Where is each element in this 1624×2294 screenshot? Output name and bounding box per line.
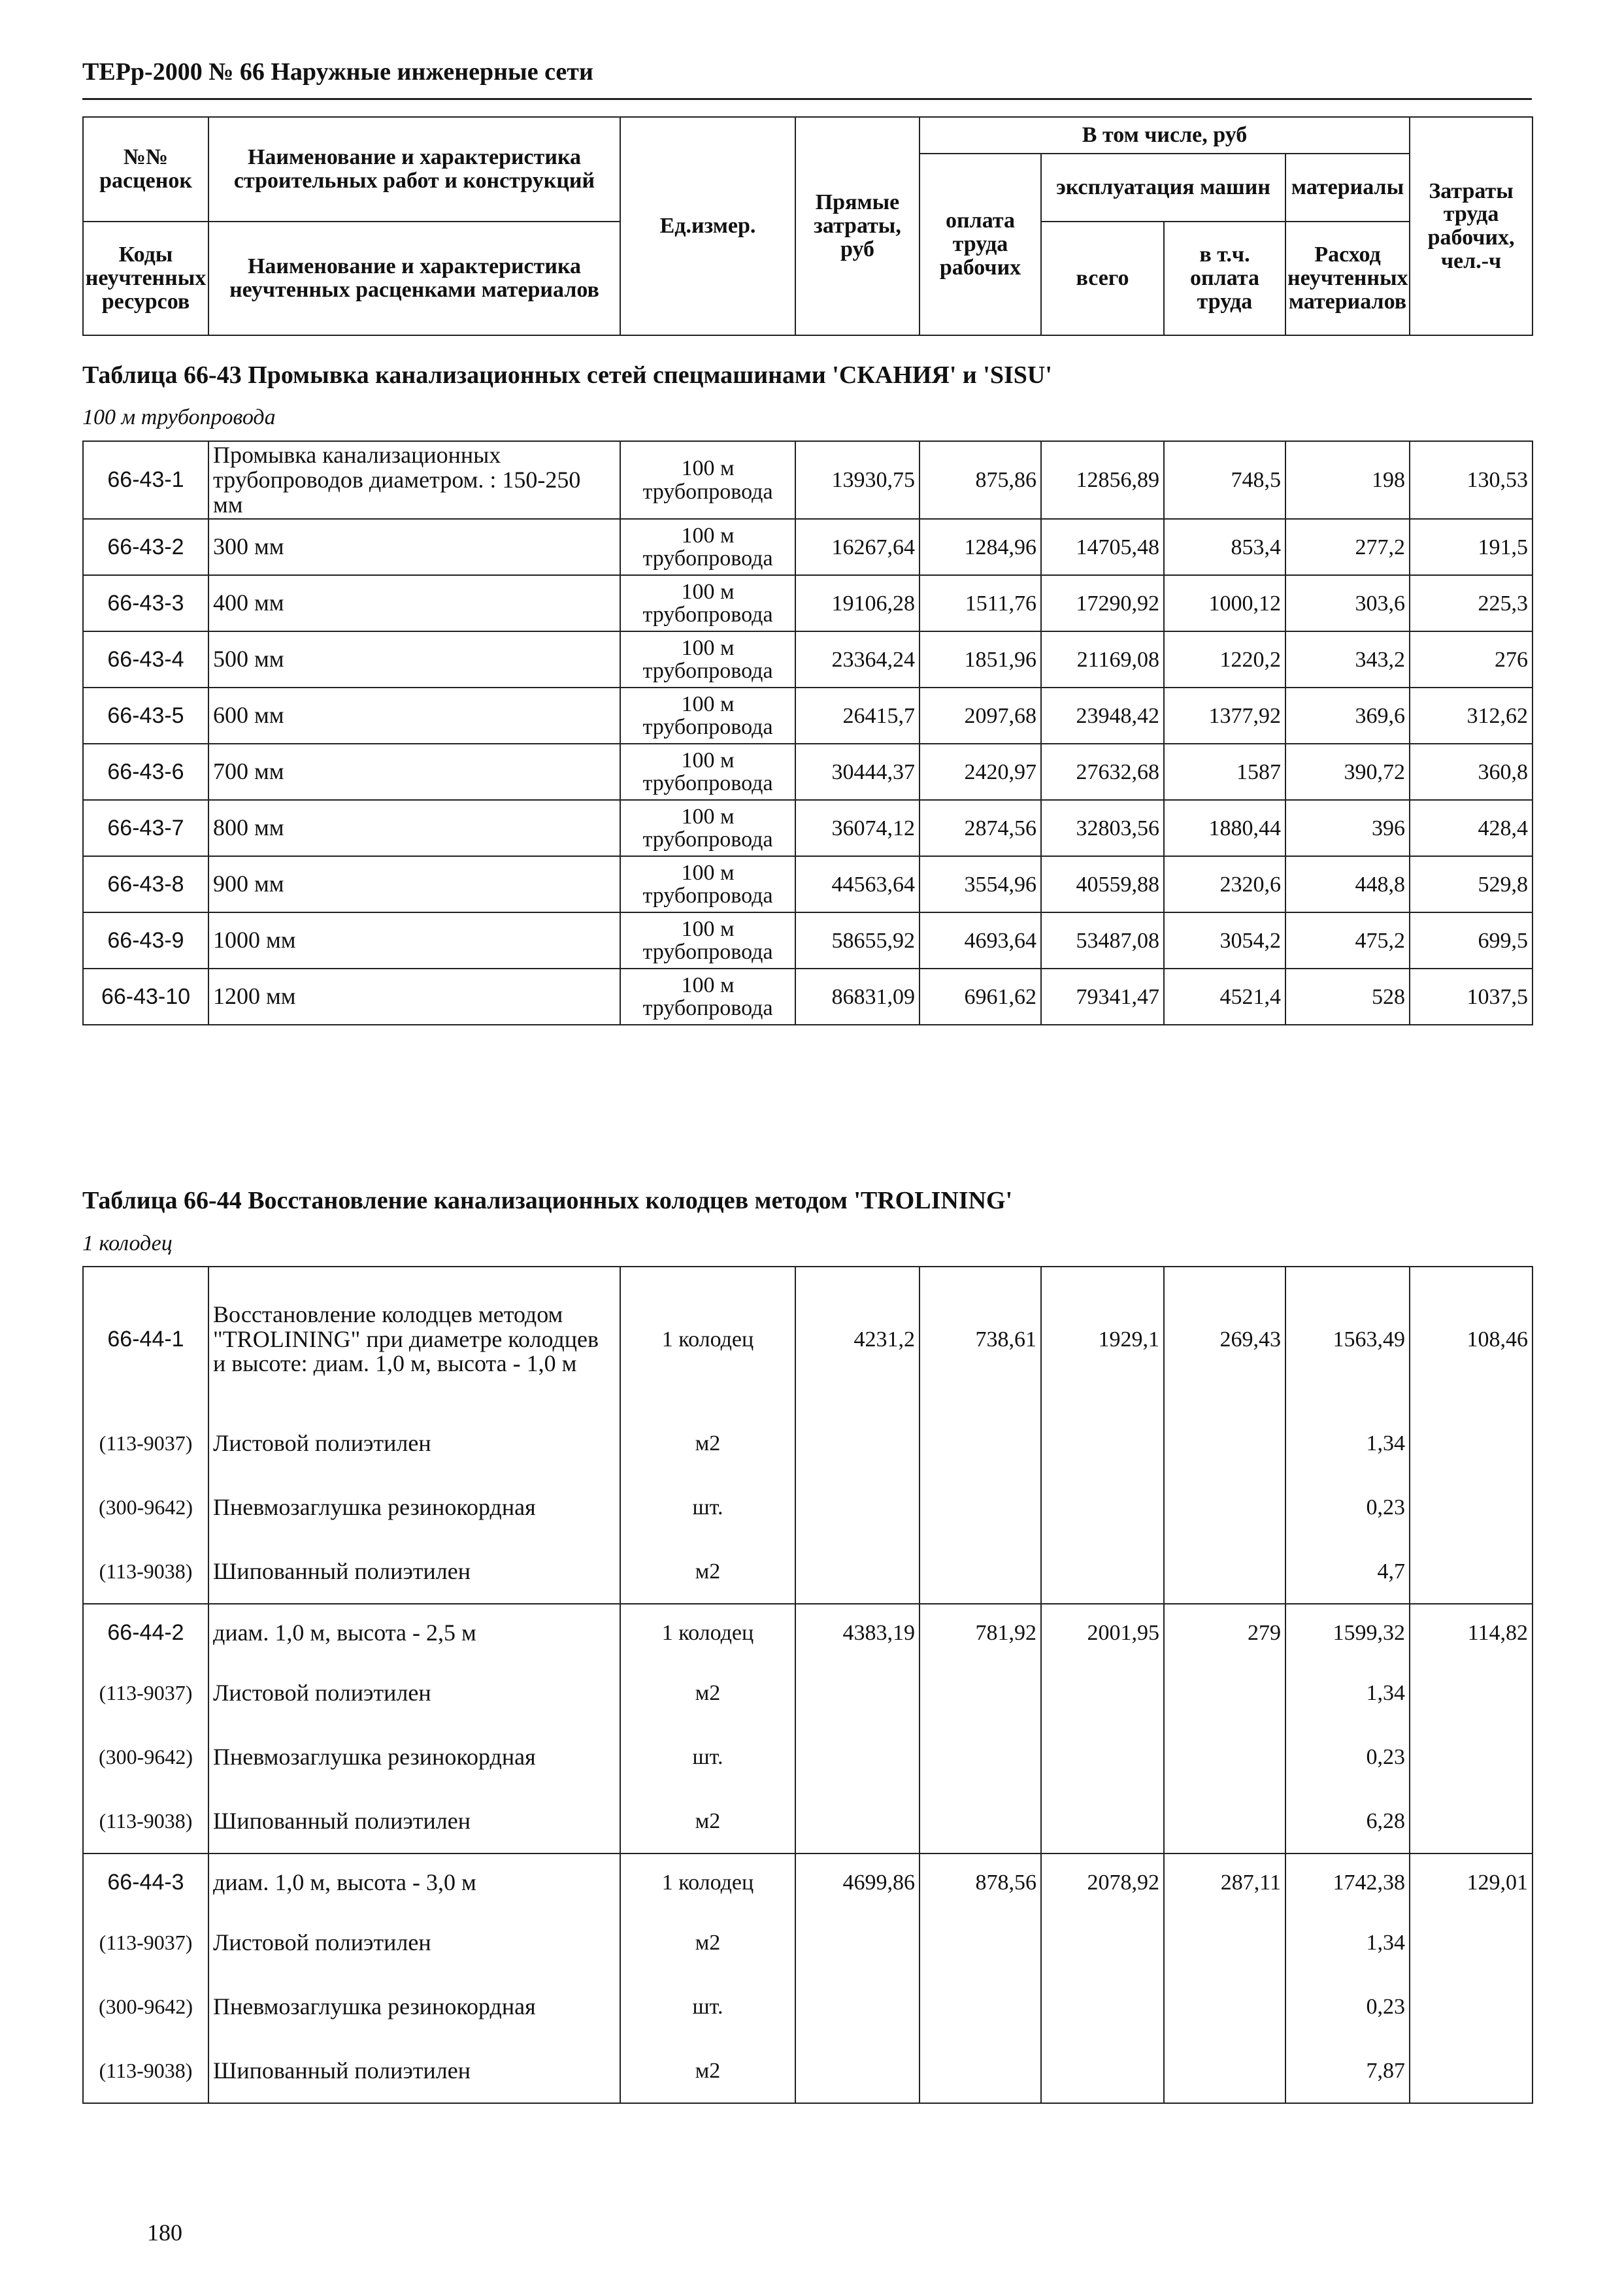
table-row bbox=[83, 631, 1533, 688]
machines-labor: 853,4 bbox=[1164, 519, 1285, 575]
machines-total: 21169,08 bbox=[1041, 631, 1164, 688]
col-incl: В том числе, руб bbox=[920, 117, 1410, 154]
empty-cell bbox=[1041, 1789, 1164, 1853]
empty-cell bbox=[1041, 1540, 1164, 1604]
empty-cell bbox=[1164, 1412, 1285, 1476]
rate-code: 66-43-8 bbox=[83, 856, 208, 912]
machines-total: 17290,92 bbox=[1041, 575, 1164, 631]
empty-cell bbox=[920, 1789, 1041, 1853]
labor-hours: 276 bbox=[1410, 631, 1533, 688]
empty-cell bbox=[1410, 1412, 1533, 1476]
empty-cell bbox=[1041, 1911, 1164, 1975]
unit-cell: 100 м трубопровода bbox=[620, 744, 795, 800]
resource-quantity: 0,23 bbox=[1285, 1476, 1410, 1540]
table-row bbox=[83, 1604, 1533, 1661]
resource-unit: шт. bbox=[620, 1476, 795, 1540]
table-row bbox=[83, 688, 1533, 744]
materials: 277,2 bbox=[1285, 519, 1410, 575]
col-labor-hours: Затраты труда рабочих, чел.-ч bbox=[1410, 117, 1533, 335]
resource-unit: м2 bbox=[620, 1661, 795, 1725]
empty-cell bbox=[1410, 1476, 1533, 1540]
labor-hours: 529,8 bbox=[1410, 856, 1533, 912]
machines-total: 27632,68 bbox=[1041, 744, 1164, 800]
empty-cell bbox=[1410, 1725, 1533, 1789]
unit-cell: 100 м трубопровода bbox=[620, 800, 795, 856]
unit-cell: 1 колодец bbox=[620, 1853, 795, 1911]
materials: 448,8 bbox=[1285, 856, 1410, 912]
empty-cell bbox=[1410, 1911, 1533, 1975]
empty-cell bbox=[920, 1412, 1041, 1476]
resource-name: Пневмозаглушка резинокордная bbox=[208, 1476, 620, 1540]
labor-pay: 1511,76 bbox=[920, 575, 1041, 631]
rate-code: 66-43-7 bbox=[83, 800, 208, 856]
resource-name: Листовой полиэтилен bbox=[208, 1911, 620, 1975]
direct-cost: 23364,24 bbox=[795, 631, 920, 688]
empty-cell bbox=[920, 1975, 1041, 2039]
rate-code: 66-44-1 bbox=[83, 1267, 208, 1412]
col-mach-labor: в т.ч. оплата труда bbox=[1164, 222, 1285, 335]
work-name: Промывка канализационных трубопроводов диаметром. : 150-250 мм bbox=[208, 441, 620, 519]
resource-unit: м2 bbox=[620, 1789, 795, 1853]
empty-cell bbox=[1410, 1540, 1533, 1604]
resource-unit: м2 bbox=[620, 1911, 795, 1975]
work-name: 400 мм bbox=[208, 575, 620, 631]
direct-cost: 16267,64 bbox=[795, 519, 920, 575]
resource-code: (300-9642) bbox=[83, 1725, 208, 1789]
empty-cell bbox=[795, 1412, 920, 1476]
resource-name: Пневмозаглушка резинокордная bbox=[208, 1975, 620, 2039]
resource-code: (300-9642) bbox=[83, 1975, 208, 2039]
resource-code: (113-9037) bbox=[83, 1412, 208, 1476]
empty-cell bbox=[1041, 1725, 1164, 1789]
machines-labor: 1000,12 bbox=[1164, 575, 1285, 631]
labor-pay: 1851,96 bbox=[920, 631, 1041, 688]
table44-unit-note: 1 колодец bbox=[82, 1231, 173, 1255]
materials: 303,6 bbox=[1285, 575, 1410, 631]
empty-cell bbox=[795, 1661, 920, 1725]
direct-cost: 19106,28 bbox=[795, 575, 920, 631]
empty-cell bbox=[920, 1476, 1041, 1540]
direct-cost: 44563,64 bbox=[795, 856, 920, 912]
resource-unit: шт. bbox=[620, 1725, 795, 1789]
table44-title: Таблица 66-44 Восстановление канализационных колодцев методом 'TROLINING' bbox=[82, 1187, 1013, 1214]
resource-name: Шипованный полиэтилен bbox=[208, 2039, 620, 2103]
empty-cell bbox=[795, 1911, 920, 1975]
col-code-bottom: Коды неучтенных ресурсов bbox=[83, 222, 208, 335]
col-direct: Прямые затраты, руб bbox=[795, 117, 920, 335]
empty-cell bbox=[1041, 1661, 1164, 1725]
materials: 198 bbox=[1285, 441, 1410, 519]
machines-total: 12856,89 bbox=[1041, 441, 1164, 519]
unit-cell: 100 м трубопровода bbox=[620, 631, 795, 688]
work-name: 700 мм bbox=[208, 744, 620, 800]
machines-labor: 279 bbox=[1164, 1604, 1285, 1661]
direct-cost: 4231,2 bbox=[795, 1267, 920, 1412]
unit-cell: 1 колодец bbox=[620, 1267, 795, 1412]
unit-cell: 100 м трубопровода bbox=[620, 688, 795, 744]
document-header-title: ТЕРр-2000 № 66 Наружные инженерные сети bbox=[82, 58, 593, 86]
rate-code: 66-43-9 bbox=[83, 912, 208, 969]
labor-pay: 6961,62 bbox=[920, 969, 1041, 1025]
materials: 528 bbox=[1285, 969, 1410, 1025]
direct-cost: 4383,19 bbox=[795, 1604, 920, 1661]
labor-pay: 4693,64 bbox=[920, 912, 1041, 969]
labor-pay: 878,56 bbox=[920, 1853, 1041, 1911]
empty-cell bbox=[1410, 1661, 1533, 1725]
unit-cell: 100 м трубопровода bbox=[620, 441, 795, 519]
empty-cell bbox=[1410, 1975, 1533, 2039]
work-name: 800 мм bbox=[208, 800, 620, 856]
resource-quantity: 1,34 bbox=[1285, 1661, 1410, 1725]
resource-row bbox=[83, 1725, 1533, 1789]
direct-cost: 58655,92 bbox=[795, 912, 920, 969]
table-row bbox=[83, 856, 1533, 912]
resource-name: Листовой полиэтилен bbox=[208, 1661, 620, 1725]
resource-quantity: 0,23 bbox=[1285, 1975, 1410, 2039]
resource-row bbox=[83, 1661, 1533, 1725]
col-mach-total: всего bbox=[1041, 222, 1164, 335]
machines-total: 40559,88 bbox=[1041, 856, 1164, 912]
machines-total: 14705,48 bbox=[1041, 519, 1164, 575]
resource-row bbox=[83, 2039, 1533, 2103]
materials: 1599,32 bbox=[1285, 1604, 1410, 1661]
empty-cell bbox=[795, 1540, 920, 1604]
col-materials-top: материалы bbox=[1285, 154, 1410, 222]
labor-hours: 360,8 bbox=[1410, 744, 1533, 800]
empty-cell bbox=[795, 2039, 920, 2103]
empty-cell bbox=[1041, 1476, 1164, 1540]
labor-hours: 1037,5 bbox=[1410, 969, 1533, 1025]
resource-quantity: 1,34 bbox=[1285, 1911, 1410, 1975]
empty-cell bbox=[920, 1661, 1041, 1725]
table-row bbox=[83, 519, 1533, 575]
table-row bbox=[83, 912, 1533, 969]
labor-pay: 781,92 bbox=[920, 1604, 1041, 1661]
table-row bbox=[83, 441, 1533, 519]
column-header-table bbox=[82, 116, 1533, 336]
empty-cell bbox=[795, 1975, 920, 2039]
empty-cell bbox=[1041, 1412, 1164, 1476]
rate-code: 66-43-4 bbox=[83, 631, 208, 688]
work-name: 1000 мм bbox=[208, 912, 620, 969]
work-name: 500 мм bbox=[208, 631, 620, 688]
labor-hours: 114,82 bbox=[1410, 1604, 1533, 1661]
col-code-top: №№ расценок bbox=[83, 117, 208, 222]
labor-hours: 191,5 bbox=[1410, 519, 1533, 575]
col-name-top: Наименование и характеристика строительных работ и конструкций bbox=[208, 117, 620, 222]
empty-cell bbox=[1164, 2039, 1285, 2103]
labor-hours: 129,01 bbox=[1410, 1853, 1533, 1911]
unit-cell: 100 м трубопровода bbox=[620, 969, 795, 1025]
resource-row bbox=[83, 1412, 1533, 1476]
resource-unit: м2 bbox=[620, 2039, 795, 2103]
machines-labor: 1377,92 bbox=[1164, 688, 1285, 744]
empty-cell bbox=[1164, 1661, 1285, 1725]
materials: 475,2 bbox=[1285, 912, 1410, 969]
machines-labor: 4521,4 bbox=[1164, 969, 1285, 1025]
empty-cell bbox=[1164, 1975, 1285, 2039]
direct-cost: 86831,09 bbox=[795, 969, 920, 1025]
unit-cell: 100 м трубопровода bbox=[620, 575, 795, 631]
direct-cost: 36074,12 bbox=[795, 800, 920, 856]
machines-total: 2078,92 bbox=[1041, 1853, 1164, 1911]
empty-cell bbox=[1410, 2039, 1533, 2103]
machines-total: 1929,1 bbox=[1041, 1267, 1164, 1412]
rate-code: 66-44-3 bbox=[83, 1853, 208, 1911]
col-name-bottom: Наименование и характеристика неучтенных расценками материалов bbox=[208, 222, 620, 335]
machines-labor: 1587 bbox=[1164, 744, 1285, 800]
resource-row bbox=[83, 1975, 1533, 2039]
direct-cost: 26415,7 bbox=[795, 688, 920, 744]
empty-cell bbox=[1041, 2039, 1164, 2103]
unit-cell: 100 м трубопровода bbox=[620, 856, 795, 912]
labor-pay: 1284,96 bbox=[920, 519, 1041, 575]
resource-unit: м2 bbox=[620, 1412, 795, 1476]
col-unit: Ед.измер. bbox=[620, 117, 795, 335]
col-machines: эксплуатация машин bbox=[1041, 154, 1285, 222]
work-name: 900 мм bbox=[208, 856, 620, 912]
table43-title: Таблица 66-43 Промывка канализационных сетей спецмашинами 'СКАНИЯ' и 'SISU' bbox=[82, 361, 1052, 389]
unit-cell: 1 колодец bbox=[620, 1604, 795, 1661]
machines-labor: 3054,2 bbox=[1164, 912, 1285, 969]
table44 bbox=[82, 1266, 1533, 2104]
empty-cell bbox=[1164, 1789, 1285, 1853]
resource-quantity: 1,34 bbox=[1285, 1412, 1410, 1476]
resource-code: (300-9642) bbox=[83, 1476, 208, 1540]
unit-cell: 100 м трубопровода bbox=[620, 912, 795, 969]
machines-total: 23948,42 bbox=[1041, 688, 1164, 744]
resource-code: (113-9038) bbox=[83, 1789, 208, 1853]
empty-cell bbox=[1164, 1476, 1285, 1540]
resource-quantity: 4,7 bbox=[1285, 1540, 1410, 1604]
materials: 1563,49 bbox=[1285, 1267, 1410, 1412]
work-name: диам. 1,0 м, высота - 3,0 м bbox=[208, 1853, 620, 1911]
empty-cell bbox=[920, 1911, 1041, 1975]
empty-cell bbox=[1164, 1540, 1285, 1604]
empty-cell bbox=[1164, 1725, 1285, 1789]
direct-cost: 13930,75 bbox=[795, 441, 920, 519]
resource-unit: м2 bbox=[620, 1540, 795, 1604]
col-materials-bottom: Расход неучтенных материалов bbox=[1285, 222, 1410, 335]
resource-row bbox=[83, 1789, 1533, 1853]
rate-code: 66-43-10 bbox=[83, 969, 208, 1025]
empty-cell bbox=[795, 1725, 920, 1789]
direct-cost: 4699,86 bbox=[795, 1853, 920, 1911]
table-row bbox=[83, 1853, 1533, 1911]
resource-row bbox=[83, 1540, 1533, 1604]
machines-total: 53487,08 bbox=[1041, 912, 1164, 969]
col-labor-pay: оплата труда рабочих bbox=[920, 154, 1041, 335]
materials: 1742,38 bbox=[1285, 1853, 1410, 1911]
empty-cell bbox=[795, 1789, 920, 1853]
labor-pay: 875,86 bbox=[920, 441, 1041, 519]
labor-pay: 2874,56 bbox=[920, 800, 1041, 856]
empty-cell bbox=[1041, 1975, 1164, 2039]
table-row bbox=[83, 800, 1533, 856]
table-row bbox=[83, 744, 1533, 800]
rate-code: 66-44-2 bbox=[83, 1604, 208, 1661]
machines-labor: 1880,44 bbox=[1164, 800, 1285, 856]
work-name: 300 мм bbox=[208, 519, 620, 575]
materials: 343,2 bbox=[1285, 631, 1410, 688]
resource-unit: шт. bbox=[620, 1975, 795, 2039]
labor-hours: 699,5 bbox=[1410, 912, 1533, 969]
labor-pay: 3554,96 bbox=[920, 856, 1041, 912]
table-row bbox=[83, 575, 1533, 631]
header-rule bbox=[82, 98, 1532, 100]
resource-name: Шипованный полиэтилен bbox=[208, 1540, 620, 1604]
labor-pay: 2420,97 bbox=[920, 744, 1041, 800]
rate-code: 66-43-1 bbox=[83, 441, 208, 519]
empty-cell bbox=[795, 1476, 920, 1540]
labor-hours: 108,46 bbox=[1410, 1267, 1533, 1412]
empty-cell bbox=[920, 1725, 1041, 1789]
machines-labor: 748,5 bbox=[1164, 441, 1285, 519]
resource-row bbox=[83, 1476, 1533, 1540]
materials: 396 bbox=[1285, 800, 1410, 856]
materials: 369,6 bbox=[1285, 688, 1410, 744]
machines-total: 2001,95 bbox=[1041, 1604, 1164, 1661]
table-row bbox=[83, 969, 1533, 1025]
direct-cost: 30444,37 bbox=[795, 744, 920, 800]
table43-unit-note: 100 м трубопровода bbox=[82, 405, 276, 429]
resource-code: (113-9037) bbox=[83, 1661, 208, 1725]
work-name: 1200 мм bbox=[208, 969, 620, 1025]
rate-code: 66-43-6 bbox=[83, 744, 208, 800]
resource-name: Пневмозаглушка резинокордная bbox=[208, 1725, 620, 1789]
resource-code: (113-9037) bbox=[83, 1911, 208, 1975]
work-name: Восстановление колодцев методом "TROLINING" при диаметре колодцев и высоте: диам. 1,0 м, высота - 1,0 м bbox=[208, 1267, 620, 1412]
machines-labor: 1220,2 bbox=[1164, 631, 1285, 688]
empty-cell bbox=[920, 1540, 1041, 1604]
labor-hours: 225,3 bbox=[1410, 575, 1533, 631]
unit-cell: 100 м трубопровода bbox=[620, 519, 795, 575]
resource-code: (113-9038) bbox=[83, 1540, 208, 1604]
labor-hours: 312,62 bbox=[1410, 688, 1533, 744]
table43 bbox=[82, 441, 1533, 1025]
resource-code: (113-9038) bbox=[83, 2039, 208, 2103]
machines-labor: 2320,6 bbox=[1164, 856, 1285, 912]
labor-pay: 738,61 bbox=[920, 1267, 1041, 1412]
materials: 390,72 bbox=[1285, 744, 1410, 800]
resource-quantity: 6,28 bbox=[1285, 1789, 1410, 1853]
machines-labor: 269,43 bbox=[1164, 1267, 1285, 1412]
work-name: диам. 1,0 м, высота - 2,5 м bbox=[208, 1604, 620, 1661]
work-name: 600 мм bbox=[208, 688, 620, 744]
rate-code: 66-43-5 bbox=[83, 688, 208, 744]
rate-code: 66-43-3 bbox=[83, 575, 208, 631]
machines-total: 32803,56 bbox=[1041, 800, 1164, 856]
empty-cell bbox=[1164, 1911, 1285, 1975]
labor-hours: 130,53 bbox=[1410, 441, 1533, 519]
resource-quantity: 0,23 bbox=[1285, 1725, 1410, 1789]
resource-name: Шипованный полиэтилен bbox=[208, 1789, 620, 1853]
labor-hours: 428,4 bbox=[1410, 800, 1533, 856]
page-number: 180 bbox=[147, 2219, 182, 2246]
rate-code: 66-43-2 bbox=[83, 519, 208, 575]
machines-total: 79341,47 bbox=[1041, 969, 1164, 1025]
resource-quantity: 7,87 bbox=[1285, 2039, 1410, 2103]
resource-name: Листовой полиэтилен bbox=[208, 1412, 620, 1476]
machines-labor: 287,11 bbox=[1164, 1853, 1285, 1911]
empty-cell bbox=[920, 2039, 1041, 2103]
labor-pay: 2097,68 bbox=[920, 688, 1041, 744]
table-row bbox=[83, 1267, 1533, 1412]
resource-row bbox=[83, 1911, 1533, 1975]
empty-cell bbox=[1410, 1789, 1533, 1853]
